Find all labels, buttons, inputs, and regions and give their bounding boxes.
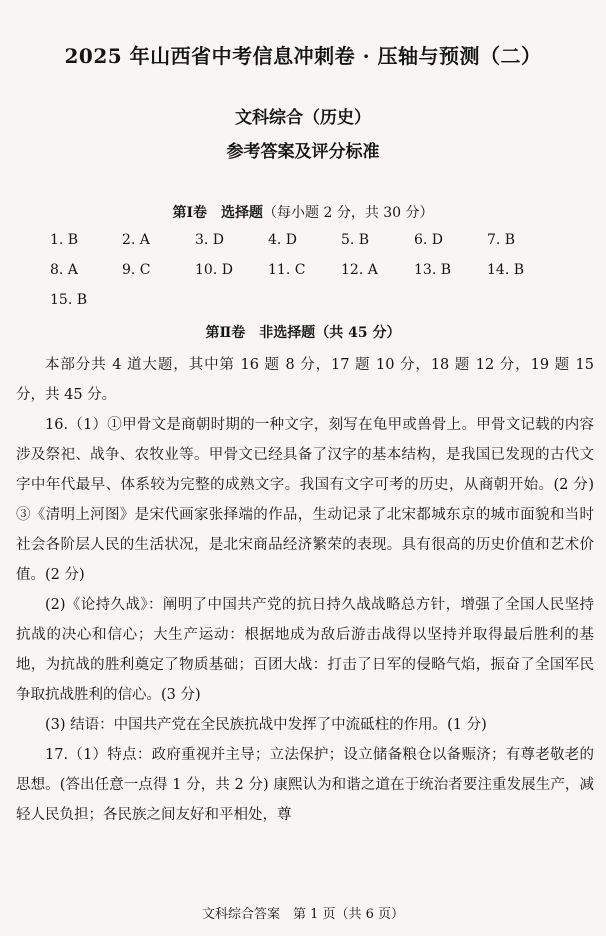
answer-item: 5. B — [341, 232, 370, 248]
section-1-label: 第Ⅰ卷 选择题 — [172, 205, 264, 221]
answer-body — [16, 350, 594, 830]
answer-item: 8. A — [50, 262, 78, 278]
subject-heading: 文科综合（历史） — [235, 108, 371, 128]
answer-item: 4. D — [268, 232, 298, 248]
paragraph: (2)《论持久战》：阐明了中国共产党的抗日持久战战略总方针，增强了全国人民坚持抗战的决心和信心；大生产运动：根据地成为敌后游击战得以坚持并取得最后胜利的基地，为抗战的胜利奠定了物质基础；百团大战：打击了日军的侵略气焰，振奋了全国军民争取抗战胜利的信心。(3 分) — [16, 597, 594, 703]
answer-item: 14. B — [487, 262, 525, 278]
section-2-heading: 第Ⅱ卷 非选择题（共 45 分） — [205, 325, 401, 341]
answer-item: 3. D — [195, 232, 225, 248]
document-title: 2025 年山西省中考信息冲刺卷 · 压轴与预测（二） — [64, 44, 542, 68]
paragraph: (3) 结语：中国共产党在全民族抗战中发挥了中流砥柱的作用。(1 分) — [45, 717, 487, 733]
page-footer: 文科综合答案 第 1 页（共 6 页） — [201, 907, 405, 922]
section-1-note: （每小题 2 分，共 30 分） — [263, 205, 434, 221]
answer-item: 15. B — [50, 292, 88, 308]
paragraph: 本部分共 4 道大题，其中第 16 题 8 分，17 题 10 分，18 题 12 分，19 题 15 分，共 45 分。 — [16, 357, 594, 403]
section-1-heading — [0, 202, 606, 222]
paragraph: 17.（1）特点：政府重视并主导；立法保护；设立储备粮仓以备赈济；有尊老敬老的思想。(答出任意一点得 1 分，共 2 分) 康熙认为和谐之道在于统治者要注重发展生产，减轻人民负担；各民族之间友好和平相处，尊 — [16, 747, 594, 823]
answer-item: 13. B — [414, 262, 452, 278]
answer-key-heading: 参考答案及评分标准 — [226, 142, 380, 162]
answer-item: 9. C — [122, 262, 151, 278]
answer-item: 7. B — [487, 232, 516, 248]
answer-item: 10. D — [195, 262, 233, 278]
answer-item: 11. C — [268, 262, 306, 278]
answer-item: 12. A — [341, 262, 378, 278]
paragraph: 16.（1）①甲骨文是商朝时期的一种文字，刻写在龟甲或兽骨上。甲骨文记载的内容涉及祭祀、战争、农牧业等。甲骨文已经具备了汉字的基本结构，是我国已发现的古代文字中年代最早、体系较为完整的成熟文字。我国有文字可考的历史，从商朝开始。(2 分) ③《清明上河图》是宋代画家张择端的作品，生动记录了北宋都城东京的城市面貌和当时社会各阶层人民的生活状况，是北宋商品经济繁荣的表现。具有很高的历史价值和艺术价值。(2 分) — [16, 417, 594, 583]
answer-item: 6. D — [414, 232, 444, 248]
answer-item: 1. B — [50, 232, 79, 248]
answer-item: 2. A — [122, 232, 150, 248]
